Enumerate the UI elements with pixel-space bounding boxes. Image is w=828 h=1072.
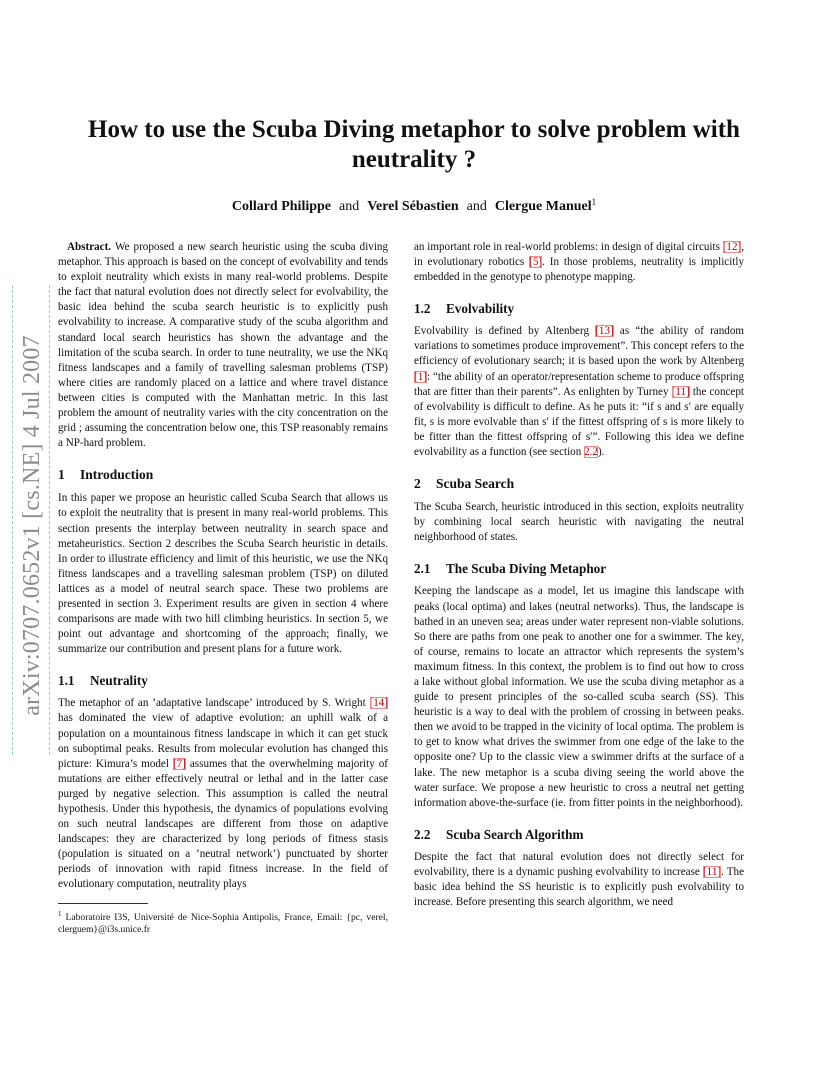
text-run: ). — [597, 446, 605, 459]
citation-link[interactable]: [7] — [172, 757, 186, 770]
text-run: : “the ability of an operator/representation scheme to produce offspring that are fitter than their parents”. As enlighten by Turney — [414, 370, 744, 398]
text-run: assumes that the overwhelming majority of mutations are either effectively neutral or lethal and in the latter case purged by negative selection. This assumption is called the neutral hypothesis. Under this hypothesis, the dynamics of populations evolving on such neutral landscapes are different from those on adaptive landscapes: they are characterized by long periods of fitness stasis (population is situated on a ’neutral network’) punctuated by shorter periods of innovation with rapid fitness increase. In the field of evolutionary computation, neutrality plays — [58, 757, 388, 891]
citation-link[interactable]: [11] — [671, 385, 690, 398]
author-1: Collard Philippe — [231, 199, 332, 214]
author-2: Verel Sébastien — [367, 199, 459, 214]
citation-link[interactable]: [11] — [702, 865, 722, 878]
introduction-text: In this paper we propose an heuristic called Scuba Search that allows us to exploit the neutrality that is present in many real-world problems. This section presents the interplay between neutrality in search space and metaheuristics. Section 2 describes the Scuba Search heuristic in details. In order to illustrate efficiency and limit of this heuristic, we use the NKq fitness landscapes and a travelling salesman problem (TSP) on diluted lattices as a model of neutral search space. These two problems are presented in section 3. Experiment results are given in section 4 where comparisons are made with two hill climbing heuristics. In section 5, we point out advantage and shortcoming of the approach; finally, we summarize our contribution and present plans for a future work. — [58, 492, 388, 656]
text-run: Despite the fact that natural evolution does not directly select for evolvability, there is a dynamic pushing evolvability to increase — [414, 850, 744, 878]
neutrality-text — [58, 696, 388, 892]
scuba-search-algorithm-text — [414, 850, 744, 910]
footnote-text: Laboratoire I3S, Université de Nice-Sophia Antipolis, France, Email: {pc, verel, clerguem}@i3s.unice.fr — [58, 911, 388, 935]
section-title: Scuba Search — [436, 476, 515, 492]
section-title: Scuba Search Algorithm — [446, 826, 584, 842]
section-reference-link[interactable]: 2.2 — [584, 446, 598, 459]
citation-link[interactable]: [5] — [529, 256, 543, 269]
citation-link[interactable]: [1] — [414, 370, 427, 383]
citation-link[interactable]: [14] — [369, 697, 388, 710]
citation-link[interactable]: [13] — [595, 325, 614, 338]
text-run: . In those problems, neutrality is implicitly embedded in the genotype to phenotype mapping. — [414, 256, 745, 284]
abstract-text: We proposed a new search heuristic using the scuba diving metaphor. This approach is based on the concept of evolvability and tends to exploit neutrality which exists in many real-world problems. Despite the fact that natural evolution does not directly select for evolvability, the basic idea behind the scuba search heuristic is to explicitly push evolvability to increase. A comparative study of the scuba algorithm and standard local search heuristics has shown the advantage and the limitation of the scuba search. In order to tune neutrality, we use the NKq fitness landscapes and a family of travelling salesman problems (TSP) where cities are randomly placed on a lattice and where travel distance between cities is computed with the Manhattan metric. In this last problem the amount of neutrality varies with the city concentration on the grid ; assuming the concentration below one, this TSP reasonably remains a NP-hard problem. — [58, 241, 389, 450]
footnote — [58, 908, 388, 936]
paper-title: How to use the Scuba Diving metaphor to solve problem with neutrality ? — [88, 116, 740, 173]
arxiv-stamp[interactable] — [8, 290, 56, 760]
text-run: the concept of evolvability is difficult to define. As he puts it: “if s and s′ are equally fit, s is more evolvable than s′ if the fittest offspring of s is more likely to be fitter than the fittest offspring of s′”. Following this idea we define evolvability as a function (see section — [414, 385, 744, 459]
section-number: 1.1 — [58, 673, 75, 689]
author-footnote-mark[interactable]: 1 — [591, 197, 597, 207]
scuba-search-text: The Scuba Search, heuristic introduced in this section, exploits neutrality by combining local search heuristic with navigating the neutral neighborhood of states. — [414, 501, 744, 544]
section-number: 1.2 — [414, 301, 431, 317]
author-line — [0, 193, 828, 216]
text-run: . The basic idea behind the SS heuristic is to explicitly push evolvability to increase. Before presenting this search algorithm, we need — [414, 865, 745, 909]
citation-link[interactable]: [12] — [722, 241, 742, 253]
author-3: Clergue Manuel — [494, 199, 592, 214]
section-number: 2 — [414, 476, 421, 492]
section-heading-scuba-search-algorithm — [414, 827, 744, 843]
author-connector: and — [339, 199, 360, 214]
text-run: Evolvability is defined by Altenberg — [414, 325, 596, 338]
section-heading-scuba-diving-metaphor — [414, 561, 744, 577]
section-heading-introduction — [58, 467, 388, 483]
text-run: , in evolutionary robotics — [414, 241, 744, 269]
abstract — [58, 240, 388, 451]
scuba-diving-metaphor-text: Keeping the landscape as a model, let us imagine this landscape with peaks (local optima) and lakes (neutral networks). Thus, the landscape is bathed in an uneven sea; areas under water represent non-viable solutions. So there are paths from one peak to another one for a swimmer. The key, of course, remains to locate an attractor which represents the system’s maximum fitness. In this context, the problem is to find out how to cross a lake without global information. We use the scuba diving metaphor as a guide to present principles of the so-called scuba search (SS). This heuristic is a way to deal with the problem of crossing in between peaks. then we avoid to be trapped in the vicinity of local optima. The problem is to get to know what drives the swimmer from one edge of the lake to the opposite one? Up to the classic view a swimmer drifts at the surface of a lake. The new metaphor is a scuba diving seeing the world above the water surface. We propose a new heuristic to cross a neutral net getting information above-the-surface (ie. from fitter points in the neighborhood). — [414, 585, 744, 809]
abstract-heading: Abstract. — [67, 241, 112, 253]
text-run: The metaphor of an ’adaptative landscape’ introduced by S. Wright — [58, 697, 370, 710]
text-run: has dominated the view of adaptive evolution: an uphill walk of a population on a mountainous fitness landscape in which it can get stuck on suboptimal peaks. Results from molecular evolution has changed this picture: Kimura’s model — [58, 712, 388, 770]
footnote-mark: 1 — [58, 909, 62, 918]
section-title: Introduction — [80, 467, 154, 483]
author-connector: and — [466, 199, 487, 214]
evolvability-text — [414, 324, 744, 460]
arxiv-id[interactable]: arXiv:0707.0652v1 [cs.NE] 4 Jul 2007 — [18, 334, 45, 716]
right-column — [414, 240, 744, 910]
section-number: 2.1 — [414, 561, 431, 577]
section-title: The Scuba Diving Metaphor — [446, 561, 607, 577]
text-run: as “the ability of random variations to sometimes produce improvement”. This concept refers to the efficiency of evolutionary search; it is based upon the work by Altenberg — [414, 325, 744, 368]
section-heading-neutrality — [58, 673, 388, 689]
text-run: an important role in real-world problems: in design of digital circuits — [414, 241, 723, 253]
neutrality-text-continued — [414, 240, 744, 285]
section-number: 1 — [58, 467, 65, 483]
section-title: Evolvability — [446, 301, 515, 317]
footnote-rule — [58, 903, 148, 904]
section-heading-evolvability — [414, 301, 744, 317]
section-number: 2.2 — [414, 826, 431, 842]
section-heading-scuba-search — [414, 476, 744, 492]
left-column — [58, 240, 388, 936]
section-title: Neutrality — [90, 673, 148, 689]
